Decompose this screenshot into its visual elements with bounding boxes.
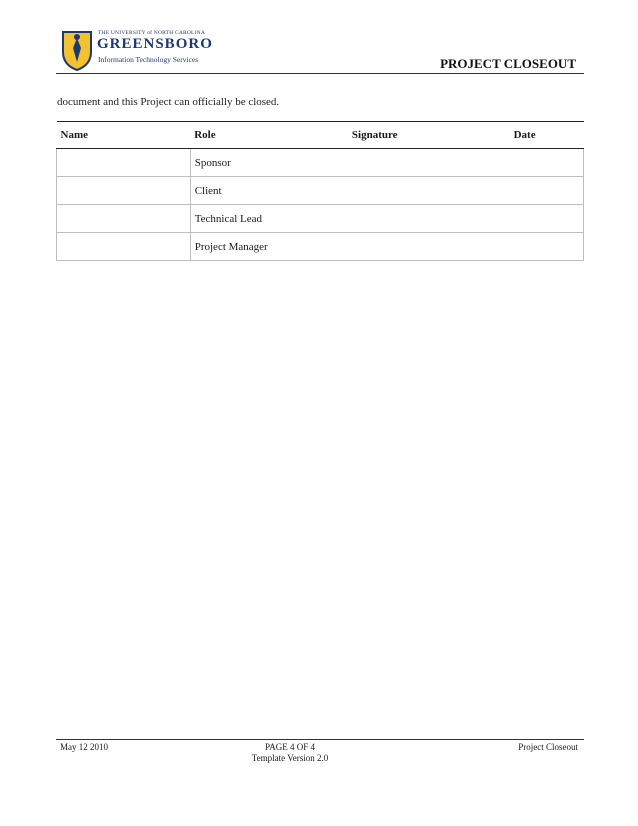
- shield-icon: [60, 28, 94, 72]
- logo-greensboro: GREENSBORO: [97, 36, 213, 52]
- table-row: [57, 205, 584, 233]
- footer-page-info: [190, 742, 390, 764]
- signature-cell[interactable]: [348, 233, 510, 261]
- logo-its-line: Information Technology Services: [98, 55, 199, 64]
- role-cell: Sponsor: [190, 149, 348, 177]
- name-cell[interactable]: [57, 205, 191, 233]
- role-cell: Technical Lead: [190, 205, 348, 233]
- col-header-name: Name: [57, 122, 191, 149]
- name-cell[interactable]: [57, 149, 191, 177]
- page-number: PAGE 4 OF 4: [265, 742, 315, 752]
- role-cell: Project Manager: [190, 233, 348, 261]
- document-title: PROJECT CLOSEOUT: [440, 56, 576, 71]
- header-divider: [56, 73, 584, 74]
- date-cell[interactable]: [510, 233, 584, 261]
- footer-date: May 12 2010: [60, 742, 108, 752]
- intro-text: document and this Project can officially be closed.: [57, 96, 280, 108]
- table-header-row: [57, 122, 584, 149]
- table-row: [57, 177, 584, 205]
- footer-doc-name: Project Closeout: [518, 742, 578, 752]
- col-header-date: Date: [510, 122, 584, 149]
- date-cell[interactable]: [510, 205, 584, 233]
- signature-cell[interactable]: [348, 205, 510, 233]
- signature-table: [56, 121, 584, 261]
- template-version: Template Version 2.0: [251, 753, 329, 763]
- logo-university-line: THE UNIVERSITY of NORTH CAROLINA: [98, 30, 205, 36]
- role-cell: Client: [190, 177, 348, 205]
- table-row: [57, 233, 584, 261]
- footer-divider: [56, 739, 584, 740]
- col-header-role: Role: [190, 122, 348, 149]
- name-cell[interactable]: [57, 177, 191, 205]
- col-header-signature: Signature: [348, 122, 510, 149]
- date-cell[interactable]: [510, 149, 584, 177]
- page-header: [56, 24, 584, 74]
- date-cell[interactable]: [510, 177, 584, 205]
- signature-cell[interactable]: [348, 149, 510, 177]
- signature-cell[interactable]: [348, 177, 510, 205]
- table-row: [57, 149, 584, 177]
- uncg-logo: [60, 28, 220, 72]
- name-cell[interactable]: [57, 233, 191, 261]
